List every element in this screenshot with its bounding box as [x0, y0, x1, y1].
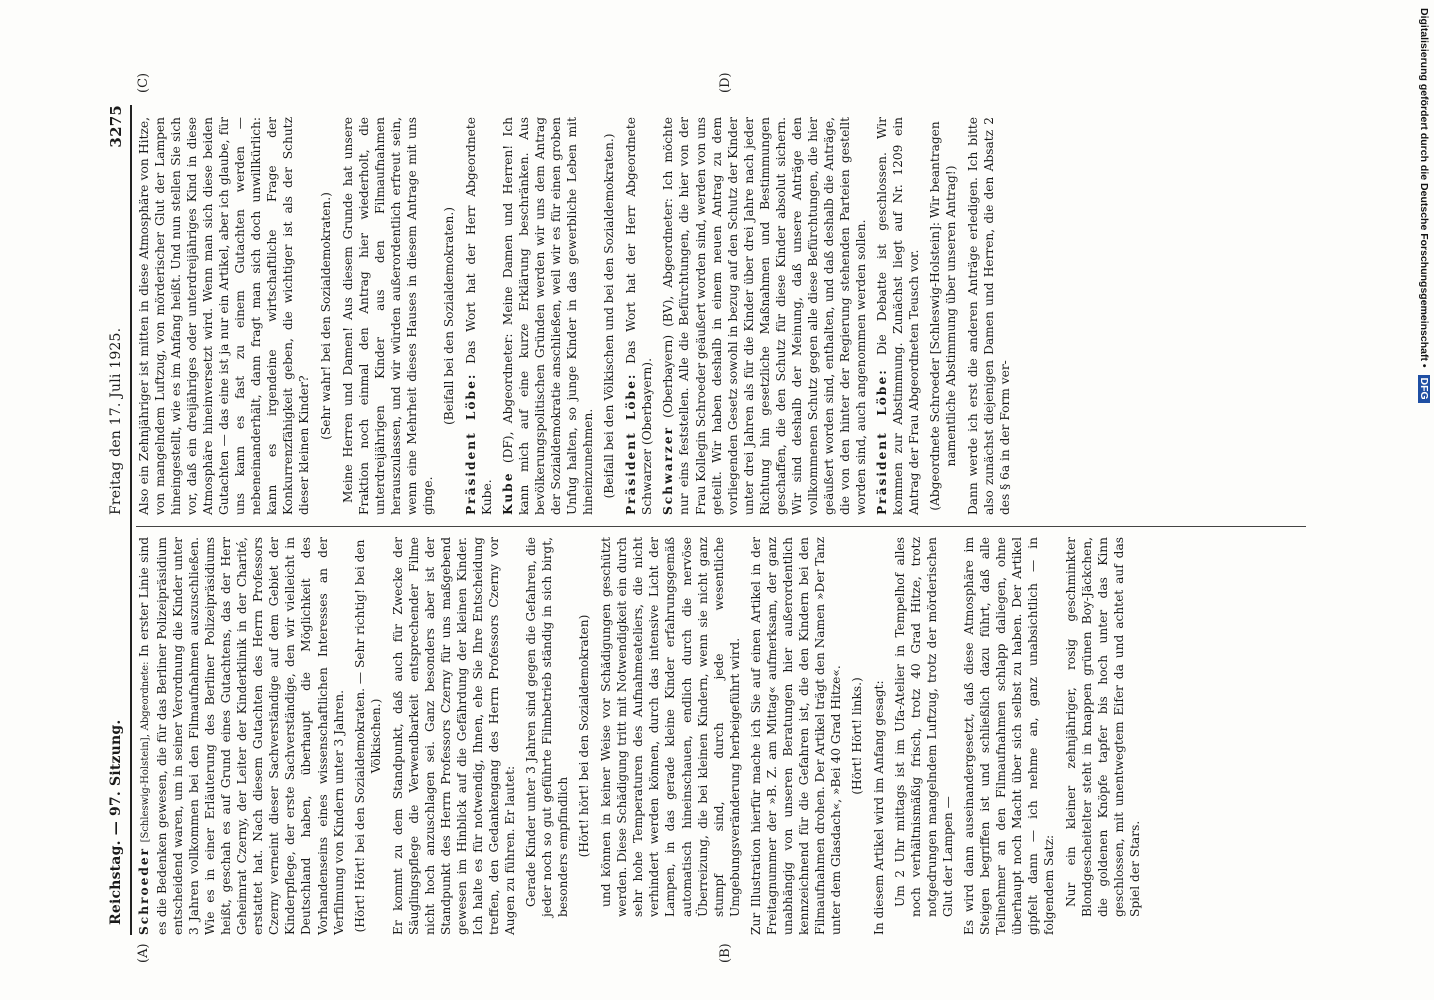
speaker-name: Präsident Löbe: [624, 372, 639, 515]
interjection: (Abgeordnete Schroeder [Schleswig-Holstein]: Wir beantragen namentliche Abstimmung über unseren Antrag!) [928, 121, 959, 511]
paragraph-text: Die Debatte ist geschlossen. Wir kommen zur Abstimmung. Zunächst liegt auf Nr. 1209 ein Antrag der Frau Abgeordneten Teusch vor. [875, 117, 922, 515]
speaker-note: [Schleswig-Holstein], Abgeordnete: [140, 661, 151, 843]
session-date: Freitag den 17. Juli 1925. [108, 327, 124, 515]
page-header [108, 97, 130, 945]
dfg-credit [1418, 8, 1430, 403]
paragraph: Zur Illustration hierfür mache ich Sie auf einen Artikel in der Freitagnummer der »B. Z. am Mittag« aufmerksam, der ganz unabhängig von unseren Beratungen hier außerordentlich kennzeichnend für die Gefahren ist, die den Kindern bei den Filmaufnahmen drohen. Der Artikel trägt den Namen »Der Tanz unter dem Glasdach«, »Bei 40 Grad Hitze«. [748, 537, 843, 935]
president-remark [463, 117, 495, 515]
speech-paragraph [136, 537, 347, 935]
interjection: (Hört! hört! bei den Sozialdemokraten) [577, 614, 592, 858]
interjection: (Beifall bei den Sozialdemokraten.) [441, 207, 456, 425]
interjection: (Hört! Hört! bei den Sozialdemokraten. — Sehr richtig! bei den Völkischen.) [352, 539, 383, 933]
speaker-name: Schwarzer [661, 426, 676, 515]
president-remark [623, 117, 655, 515]
quote: Gerade Kinder unter 3 Jahren sind gegen die Gefahren, die jeder noch so gut geführte Filmbetrieb ständig in sich birgt, besonders empfindlich [524, 537, 571, 917]
president-remark [874, 117, 922, 515]
paragraph-text: (DF), Abgeordneter: Meine Damen und Herren! Ich kann mich auf eine kurze Erklärung beschränken. Aus bevölkerungspolitischen Gründen werden wir uns dem Antrag der Sozialdemokratie anschließen, weil wir es für einen groben Unfug halten, so junge Kinder in das gewerbliche Leben mit hineinzunehmen. [500, 117, 596, 515]
paragraph: Meine Herren und Damen! Aus diesem Grunde hat unsere Fraktion noch einmal den Antrag hier wiederholt, die unterdreijährigen Kinder aus den Filmaufnahmen herauszulassen, und wir würden außerordentlich erfreut sein, wenn eine Mehrheit dieses Hauses in diesem Antrage mit uns ginge. [340, 117, 435, 515]
interjection: (Sehr wahr! bei den Sozialdemokraten.) [318, 192, 333, 440]
column-separator [136, 526, 1306, 527]
paragraph-text: Das Wort hat der Herr Abgeordnete Kube. [463, 117, 494, 515]
dfg-sidebar [1416, 0, 1434, 1000]
margin-marker-a: (A) [136, 943, 151, 963]
rotated-page-content [107, 72, 1323, 963]
speech-paragraph [500, 117, 596, 515]
paragraph-text: (Oberbayern) (BV), Abgeordneter: Ich möchte nur eins feststellen. Alle die Befürchtungen, die hier von der Frau Kollegin Schroeder geäußert worden sind, werden von uns geteilt. Wir haben deshalb in einem neuen Antrag zu dem vorliegenden Gesetz sowohl in bezug auf den Schutz der Kinder unter drei Jahren als für die Kinder über drei Jahre nach jeder Richtung hin gesetzliche Maßnahmen und Bestimmungen geschaffen, die den Schutz für diese Kinder absolut sichern. Wir sind deshalb der Meinung, daß unsere Anträge den vollkommenen Schutz gegen alle diese Befürchtungen, die hier geäußert worden sind, enthalten, und daß deshalb die Anträge, die von den hinter der Regierung stehenden Parteien gestellt worden sind, auch angenommen werden sollen. [661, 116, 868, 515]
quote: und können in keiner Weise vor Schädigungen geschützt werden. Diese Schädigung tritt mit Notwendigkeit ein durch sehr hohe Temperaturen des Aufnahmeateliers, die nicht verhindert werden können, durch das intensive Licht der Lampen, in das gerade kleine Kinder erfahrungsgemäß automatisch hineinschauen, endlich durch die nervöse Überreizung, die bei kleinen Kindern, wenn sie nicht ganz stumpf sind, durch jede wesentliche Umgebungsveränderung herbeigeführt wird. [599, 537, 742, 917]
speaker-name: Schroeder [137, 846, 151, 935]
speaker-name: Kube [500, 471, 515, 515]
paragraph: Er kommt zu dem Standpunkt, daß auch für Zwecke der Säuglingspflege die Verwendbarkeit entsprechender Filme nicht hoch anzuschlagen sei. Ganz besonders aber ist der Standpunkt des Herrn Professors Czerny für uns maßgebend gewesen im Hinblick auf die Gefährdung der kleinen Kinder. Ich halte es für notwendig, Ihnen, ehe Sie Ihre Entscheidung treffen, den Gedankengang des Herrn Professors Czerny vor Augen zu führen. Er lautet: [390, 537, 518, 935]
speaker-name: Präsident Löbe: [875, 368, 890, 515]
margin-marker-b: (B) [718, 943, 733, 963]
paragraph: Es wird dann auseinandergesetzt, daß diese Atmosphäre im Steigen begriffen ist und schließlich dazu führt, daß alle Teilnehmer an den Filmaufnahmen schlapp daliegen, ohne überhaupt noch Macht über sich selbst zu haben. Der Artikel gipfelt dann — ich nehme an, ganz unabsichtlich — in folgendem Satz: [962, 537, 1057, 935]
interjection: (Hört! Hört! links.) [849, 677, 864, 795]
paragraph-text: In erster Linie sind es die Bedenken gewesen, die für das Berliner Polizeipräsidium entscheidend waren, um in seiner Verordnung die Kinder unter 3 Jahren vollkommen bei den Filmaufnahmen auszuschließen. Wie es in einer Erläuterung des Berliner Polizeipräsidiums heißt, geschah es auf Grund eines Gutachtens, das der Herr Geheimrat Czerny, der Leiter der Kinderklinik in der Charité, erstattet hat. Nach diesem Gutachten des Herrn Professors Czerny verneint dieser Sachverständige auf dem Gebiet der Kinderpflege, der erste Sachverständige, den wir vielleicht in Deutschland haben, überhaupt die Möglichkeit des Vorhandenseins eines wissenschaftlichen Interesses an der Verfilmung von Kindern unter 3 Jahren. [137, 536, 346, 935]
paragraph-text: Das Wort hat der Herr Abgeordnete Schwarzer (Oberbayern). [624, 117, 655, 515]
header-rule [130, 105, 132, 935]
speaker-name: Präsident Löbe: [463, 372, 478, 515]
dfg-logo: DFG [1418, 375, 1430, 403]
right-column [136, 117, 1316, 515]
page-number: 3275 [107, 105, 125, 148]
paragraph: Dann werde ich erst die anderen Anträge erledigen. Ich bitte also zunächst diejenigen Damen und Herren, die den Absatz 2 des § 6a in der Form ver- [966, 117, 1013, 515]
margin-marker-d: (D) [718, 72, 733, 93]
paragraph: In diesem Artikel wird im Anfang gesagt: [872, 680, 887, 935]
session-title: Reichstag. — 97. Sitzung. [108, 719, 124, 925]
interjection: (Beifall bei den Völkischen und bei den Sozialdemokraten.) [602, 133, 617, 499]
left-column [136, 537, 1316, 935]
speech-paragraph [660, 117, 869, 515]
quote: Nur ein kleiner zehnjähriger, rosig geschminkter Blondgescheitelter steht in knappen grünen Boy-Jäckchen, die goldenen Knöpfe tapfer bis hoch unter das Kinn geschlossen, mit unentwegtem Eifer da und achtet auf das Spiel der Stars. [1063, 537, 1142, 917]
quote: Um 2 Uhr mittags ist im Ufa-Atelier in Tempelhof alles noch verhältnismäßig frisch, trotz 40 Grad Hitze, trotz notgedrungen mangelndem Luftzug, trotz der mörderischen Glut der Lampen — [893, 537, 956, 917]
paragraph: Also ein Zehnjähriger ist mitten in diese Atmosphäre von Hitze, von mangelndem Luftzug, von mörderischer Glut der Lampen hineingestellt, wie es im Anfang heißt. Und nun stellen Sie sich vor, daß ein dreijähriges oder unterdreijähriges Kind in diese Atmosphäre hineinversetzt wird. Wenn man sich diese beiden Gutachten — das eine ist ja nur ein Artikel, aber ich glaube, für uns kann es fast zu einem Gutachten werden — nebeneinanderhält, dann fragt man sich doch unwillkürlich: kann es irgendeine wirtschaftliche Frage der Konkurrenzfähigkeit geben, die wichtiger ist als der Schutz dieser kleinen Kinder? [137, 117, 312, 515]
dfg-credit-text: Digitalisierung gefördert durch die Deutsche Forschungsgemeinschaft • [1418, 8, 1430, 368]
margin-marker-c: (C) [136, 72, 151, 93]
